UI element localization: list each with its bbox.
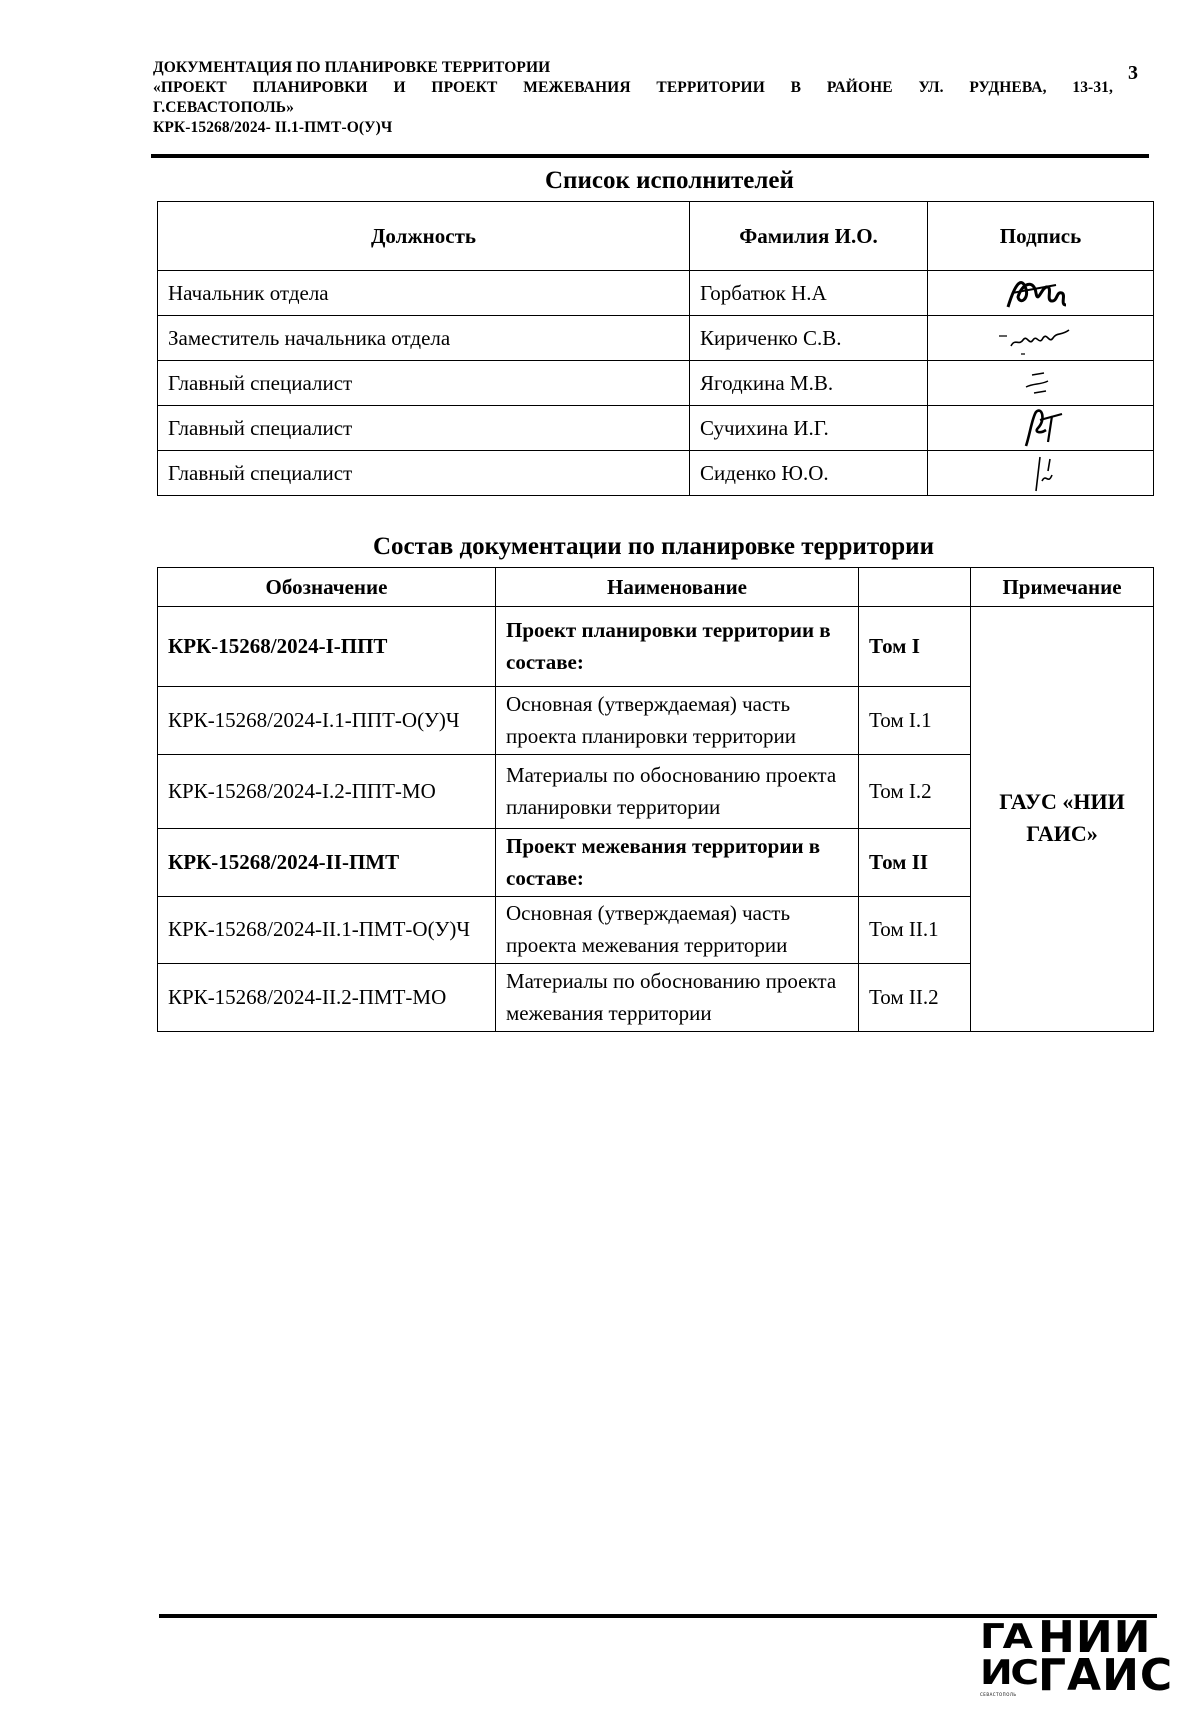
doc-name: Проект межевания территории в составе: [496, 829, 859, 897]
table-row [158, 361, 1154, 406]
docs-title: Состав документации по планировке территории [373, 533, 934, 560]
doc-code: КРК-15268/2024-I.1-ППТ-О(У)Ч [158, 687, 496, 755]
staff-position: Главный специалист [158, 451, 690, 496]
docs-table [157, 567, 1154, 1032]
header-line-2: «ПРОЕКТ ПЛАНИРОВКИ И ПРОЕКТ МЕЖЕВАНИЯ ТЕРРИТОРИИ В РАЙОНЕ УЛ. РУДНЕВА, 13-31, [153, 79, 1113, 96]
doc-volume: Том I [859, 607, 971, 687]
doc-volume: Том I.2 [859, 755, 971, 829]
company-logo [980, 1612, 1174, 1701]
table-row [158, 406, 1154, 451]
header-divider [151, 154, 1149, 158]
signature-image [991, 316, 1091, 360]
docs-header-row [158, 568, 1154, 607]
table-row [158, 316, 1154, 361]
doc-name: Основная (утверждаемая) часть проекта планировки территории [496, 687, 859, 755]
logo-word-bottom: ГАИС [1038, 1650, 1174, 1701]
staff-name: Ягодкина М.В. [690, 361, 928, 406]
column-header: Примечание [971, 568, 1154, 607]
table-row [158, 271, 1154, 316]
signature-cell [928, 361, 1154, 406]
signature-cell [928, 316, 1154, 361]
column-header: Должность [158, 202, 690, 271]
document-header [153, 58, 1113, 138]
staff-name: Сучихина И.Г. [690, 406, 928, 451]
staff-position: Главный специалист [158, 406, 690, 451]
page-number: 3 [1128, 62, 1138, 84]
doc-volume: Том II [859, 829, 971, 897]
signature-cell [928, 451, 1154, 496]
header-line-3: Г.СЕВАСТОПОЛЬ» [153, 99, 294, 116]
logo-word-top: НИИ [1038, 1612, 1152, 1663]
staff-title: Список исполнителей [545, 167, 794, 194]
column-header [859, 568, 971, 607]
signature-image [996, 271, 1086, 315]
column-header: Подпись [928, 202, 1154, 271]
staff-position: Начальник отдела [158, 271, 690, 316]
logo-mark-top: ГА [980, 1617, 1031, 1657]
doc-code: КРК-15268/2024-II.2-ПМТ-МО [158, 964, 496, 1032]
header-line-4: КРК-15268/2024- II.1-ПМТ-О(У)Ч [153, 119, 393, 136]
doc-code: КРК-15268/2024-II.1-ПМТ-О(У)Ч [158, 897, 496, 964]
doc-volume: Том II.1 [859, 897, 971, 964]
header-line-1: ДОКУМЕНТАЦИЯ ПО ПЛАНИРОВКЕ ТЕРРИТОРИИ [153, 59, 551, 76]
signature-cell [928, 406, 1154, 451]
table-row [158, 607, 1154, 687]
staff-table [157, 201, 1154, 496]
staff-header-row [158, 202, 1154, 271]
doc-name: Основная (утверждаемая) часть проекта межевания территории [496, 897, 859, 964]
signature-image [996, 406, 1086, 450]
logo-mark-bottom: ИС [980, 1653, 1037, 1693]
column-header: Обозначение [158, 568, 496, 607]
doc-code: КРК-15268/2024-II-ПМТ [158, 829, 496, 897]
doc-note: ГАУС «НИИ ГАИС» [971, 607, 1154, 1032]
signature-image [996, 451, 1086, 495]
staff-name: Горбатюк Н.А [690, 271, 928, 316]
doc-volume: Том I.1 [859, 687, 971, 755]
signature-image [996, 361, 1086, 405]
staff-name: Кириченко С.В. [690, 316, 928, 361]
doc-code: КРК-15268/2024-I.2-ППТ-МО [158, 755, 496, 829]
doc-volume: Том II.2 [859, 964, 971, 1032]
logo-tagline: СЕВАСТОПОЛЬ [980, 1692, 1017, 1697]
staff-position: Заместитель начальника отдела [158, 316, 690, 361]
column-header: Наименование [496, 568, 859, 607]
staff-position: Главный специалист [158, 361, 690, 406]
doc-name: Материалы по обоснованию проекта межевания территории [496, 964, 859, 1032]
doc-code: КРК-15268/2024-I-ППТ [158, 607, 496, 687]
table-row [158, 451, 1154, 496]
column-header: Фамилия И.О. [690, 202, 928, 271]
signature-cell [928, 271, 1154, 316]
doc-name: Материалы по обоснованию проекта планировки территории [496, 755, 859, 829]
doc-name: Проект планировки территории в составе: [496, 607, 859, 687]
staff-name: Сиденко Ю.О. [690, 451, 928, 496]
